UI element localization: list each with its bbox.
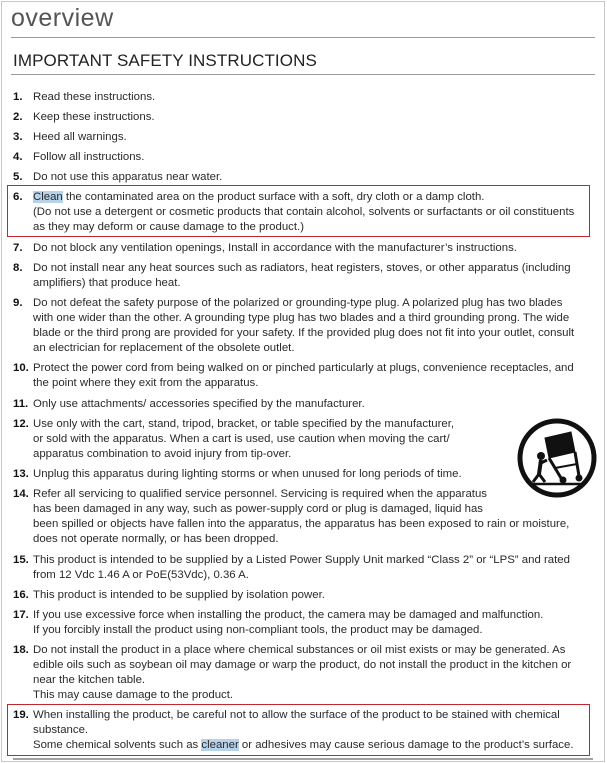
item-text: This product is intended to be supplied by isolation power. <box>33 589 325 601</box>
item-text: If you forcibly install the product using non-compliant tools, the product may be damaged. <box>33 624 483 637</box>
list-item-16 <box>13 588 582 603</box>
item-number: 10. <box>13 362 29 374</box>
item-text: from 12 Vdc 1.46 A or PoE(53Vdc), 0.36 A. <box>33 569 249 582</box>
item-text: Do not defeat the safety purpose of the polarized or grounding-type plug. A polarized plug has two blades <box>33 297 563 309</box>
item-text: apparatus combination to avoid injury from tip-over. <box>33 448 292 461</box>
list-item-11 <box>13 397 582 412</box>
list-item-10 <box>13 361 582 391</box>
heading-divider <box>11 74 595 75</box>
list-item-13 <box>13 467 582 482</box>
item-text: Do not install the product in a place where chemical substances or oil mist exists or may be generated. As <box>33 644 566 656</box>
item-text: as they may deform or cause damage to the product.) <box>33 221 304 234</box>
item-text: edible oils such as soybean oil may damage or warp the product, do not install the product in the kitchen or <box>33 659 572 672</box>
list-item-4 <box>13 150 582 165</box>
item-number: 15. <box>13 554 29 566</box>
item-text: This may cause damage to the product. <box>33 689 234 702</box>
list-item-9 <box>13 296 582 356</box>
list-item-7 <box>13 241 582 256</box>
item-number: 17. <box>13 609 29 621</box>
item-text: or adhesives may cause serious damage to the product’s surface. <box>238 739 574 752</box>
list-item-1 <box>13 90 582 105</box>
item-text: substance. <box>33 724 89 737</box>
item-number: 18. <box>13 644 29 656</box>
item-text: Unplug this apparatus during lighting storms or when unused for long periods of time. <box>33 468 462 480</box>
item-number: 16. <box>13 589 29 601</box>
item-text: Do not use this apparatus near water. <box>33 171 223 183</box>
section-title: overview <box>11 4 114 32</box>
highlighted-word: cleaner <box>201 739 239 752</box>
item-text: Refer all servicing to qualified service personnel. Servicing is required when the apparatus <box>33 488 487 500</box>
list-item-17 <box>13 608 582 638</box>
list-item-14 <box>13 487 582 547</box>
item-number: 2. <box>13 111 23 123</box>
item-number: 19. <box>13 709 29 721</box>
item-number: 3. <box>13 131 23 143</box>
list-item-15 <box>13 553 582 583</box>
item-text: has been damaged in any way, such as power-supply cord or plug is damaged, liquid has <box>33 503 483 516</box>
list-item-6 <box>13 190 582 235</box>
list-item-12 <box>13 417 582 462</box>
no-cart-tip-over-icon <box>517 418 597 498</box>
item-number: 7. <box>13 242 23 254</box>
item-number: 13. <box>13 468 29 480</box>
item-text: with one wider than the other. A grounding type plug has two blades and a third grounding prong. The wide <box>33 312 570 325</box>
item-number: 14. <box>13 488 29 500</box>
item-text: an electrician for replacement of the obsolete outlet. <box>33 342 295 355</box>
item-text: or sold with the apparatus. When a cart is used, use caution when moving the cart/ <box>33 433 450 446</box>
item-text: near the kitchen table. <box>33 674 146 687</box>
item-number: 6. <box>13 191 23 203</box>
item-text: Do not block any ventilation openings, Install in accordance with the manufacturer’s instructions. <box>33 242 517 254</box>
item-text: does not operate normally, or has been dropped. <box>33 533 279 546</box>
item-text: Heed all warnings. <box>33 131 127 143</box>
item-number: 9. <box>13 297 23 309</box>
section-divider <box>11 37 595 38</box>
list-item-19 <box>13 708 582 753</box>
item-number: 1. <box>13 91 23 103</box>
list-item-18 <box>13 643 582 703</box>
list-item-8 <box>13 261 582 291</box>
item-text: Some chemical solvents such as <box>33 739 202 752</box>
item-number: 8. <box>13 262 23 274</box>
item-text: Follow all instructions. <box>33 151 145 163</box>
item-text: been spilled or objects have fallen into the apparatus, the apparatus has been exposed to rain or moisture, <box>33 518 570 531</box>
item-text: Keep these instructions. <box>33 111 155 123</box>
item-text: Use only with the cart, stand, tripod, bracket, or table specified by the manufacturer, <box>33 418 455 430</box>
item-text: (Do not use a detergent or cosmetic products that contain alcohol, solvents or surfactants or oil constituents <box>33 206 575 219</box>
item-number: 11. <box>13 398 29 410</box>
item-text: This product is intended to be supplied by a Listed Power Supply Unit marked “Class 2” or “LPS” and rated <box>33 554 570 566</box>
item-text: Do not install near any heat sources such as radiators, heat registers, stoves, or other apparatus (including <box>33 262 571 274</box>
item-number: 12. <box>13 418 29 430</box>
item-text: the point where they exit from the apparatus. <box>33 377 259 390</box>
list-item-3 <box>13 130 582 145</box>
item-number: 5. <box>13 171 23 183</box>
item-text: When installing the product, be careful not to allow the surface of the product to be stained with chemical <box>33 709 560 721</box>
item-text: amplifiers) that produce heat. <box>33 277 181 290</box>
item-text: the contaminated area on the product surface with a soft, dry cloth or a damp cloth. <box>62 191 485 203</box>
item-text: If you use excessive force when installing the product, the camera may be damaged and malfunction. <box>33 609 544 621</box>
item-text: blade or the third prong are provided for your safety. If the provided plug does not fit into your outlet, consult <box>33 327 575 340</box>
page-heading: IMPORTANT SAFETY INSTRUCTIONS <box>13 51 317 70</box>
cutoff-next-line <box>13 757 593 762</box>
list-item-2 <box>13 110 582 125</box>
list-item-5 <box>13 170 582 185</box>
highlighted-word: Clean <box>33 191 63 203</box>
item-text: Read these instructions. <box>33 91 156 103</box>
manual-page <box>1 1 605 762</box>
item-number: 4. <box>13 151 23 163</box>
item-text: Only use attachments/ accessories specified by the manufacturer. <box>33 398 365 410</box>
item-text: Protect the power cord from being walked on or pinched particularly at plugs, convenience receptacles, and <box>33 362 574 374</box>
